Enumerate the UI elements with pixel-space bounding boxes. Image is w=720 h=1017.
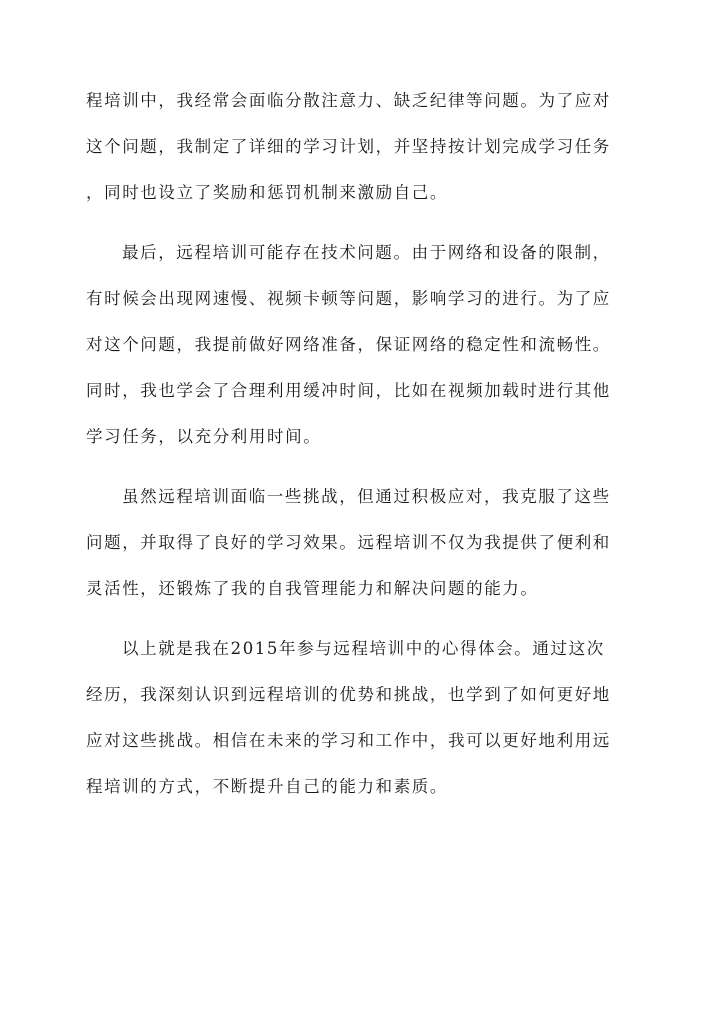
text-line: 应对这些挑战。相信在未来的学习和工作中，我可以更好地利用远 bbox=[86, 731, 611, 750]
paragraph-3 bbox=[86, 474, 634, 612]
text-line: 对这个问题，我提前做好网络准备，保证网络的稳定性和流畅性。 bbox=[86, 335, 611, 354]
text-line: 有时候会出现网速慢、视频卡顿等问题，影响学习的进行。为了应 bbox=[86, 289, 611, 308]
text-line: 程培训的方式，不断提升自己的能力和素质。 bbox=[86, 777, 448, 796]
paragraph-spacer bbox=[86, 216, 634, 230]
paragraph-4 bbox=[86, 626, 634, 810]
text-line: 学习任务，以充分利用时间。 bbox=[86, 427, 322, 446]
text-line: 这个问题，我制定了详细的学习计划，并坚持按计划完成学习任务 bbox=[86, 137, 611, 156]
text-line: 灵活性，还锻炼了我的自我管理能力和解决问题的能力。 bbox=[86, 579, 539, 598]
text-line: ，同时也设立了奖励和惩罚机制来激励自己。 bbox=[86, 183, 448, 202]
paragraph-2 bbox=[86, 230, 634, 460]
text-line: 同时，我也学会了合理利用缓冲时间，比如在视频加载时进行其他 bbox=[86, 381, 611, 400]
text-line: 程培训中，我经常会面临分散注意力、缺乏纪律等问题。为了应对 bbox=[86, 91, 611, 110]
text-line: 问题，并取得了良好的学习效果。远程培训不仅为我提供了便利和 bbox=[86, 533, 611, 552]
text-line: 虽然远程培训面临一些挑战，但通过积极应对，我克服了这些 bbox=[122, 487, 611, 506]
text-line: 经历，我深刻认识到远程培训的优势和挑战，也学到了如何更好地 bbox=[86, 685, 611, 704]
paragraph-1 bbox=[86, 78, 634, 216]
text-line: 最后，远程培训可能存在技术问题。由于网络和设备的限制， bbox=[122, 243, 611, 262]
paragraph-spacer bbox=[86, 460, 634, 474]
document-body bbox=[86, 78, 634, 810]
text-line: 以上就是我在2015年参与远程培训中的心得体会。通过这次 bbox=[122, 639, 605, 658]
paragraph-spacer bbox=[86, 612, 634, 626]
